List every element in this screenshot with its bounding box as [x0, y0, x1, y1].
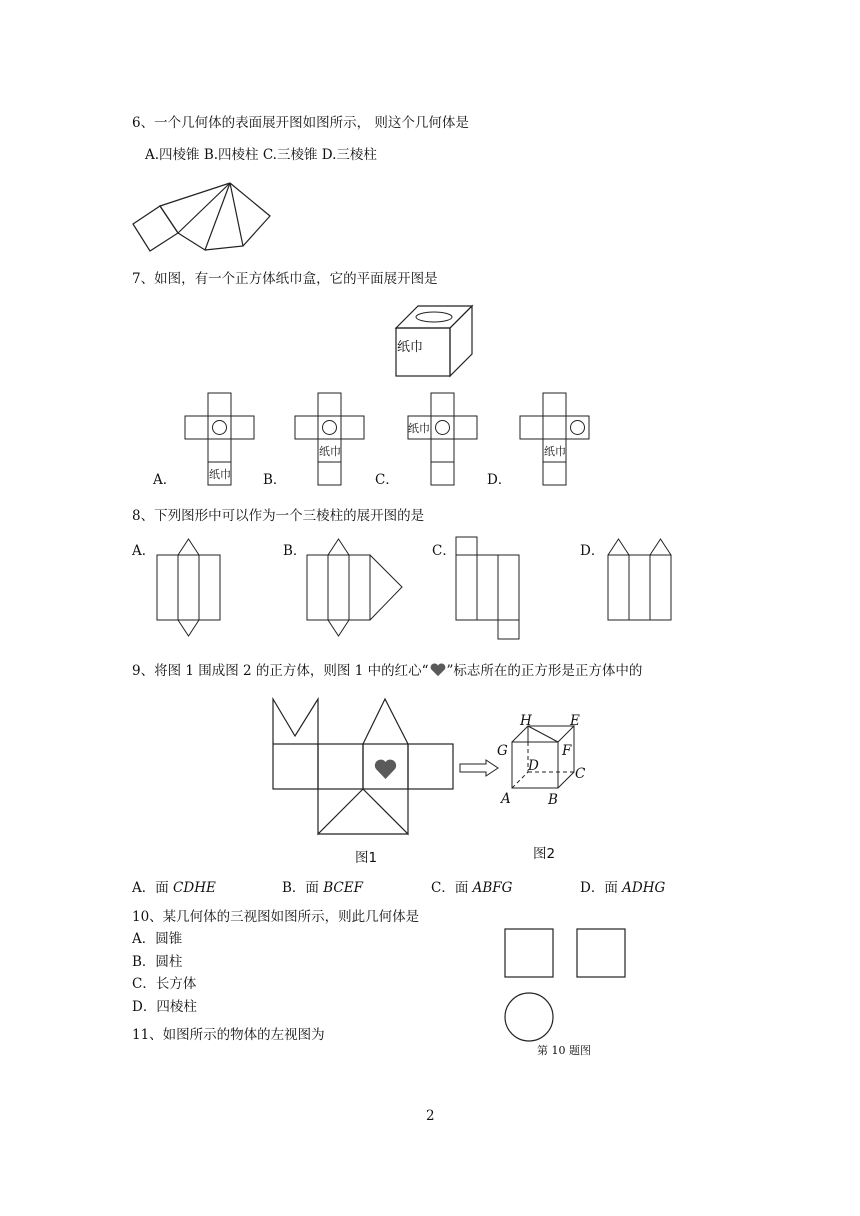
q7-net-d — [520, 393, 589, 485]
q9-option-a — [132, 880, 216, 896]
heart-icon — [429, 663, 447, 677]
q7-box-label: 纸巾 — [397, 340, 424, 355]
q9-fig2-caption: 图2 — [533, 846, 556, 862]
cube-vertex-b: B — [548, 792, 558, 808]
q9-option-d — [580, 880, 665, 896]
q10-option-d: D．四棱柱 — [132, 999, 197, 1015]
cube-vertex-e: E — [570, 713, 580, 729]
q7-net-b — [295, 393, 364, 485]
q8-net-a — [157, 539, 220, 636]
q8-choice-a: A． — [132, 543, 156, 559]
front-view — [505, 929, 553, 977]
arrow-right-icon — [458, 758, 500, 778]
q10-option-a: A．圆锥 — [132, 931, 183, 947]
q9-option-d-prefix: D．面 — [580, 880, 623, 896]
q7-net-c-label: 纸巾 — [408, 422, 430, 435]
top-view — [505, 993, 553, 1041]
q9-option-c-prefix: C．面 — [431, 880, 473, 896]
q11-stem: 11、如图所示的物体的左视图为 — [132, 1027, 325, 1043]
q9-option-d-face: ADHG — [622, 880, 666, 896]
q10-fig-caption: 第 10 题图 — [537, 1044, 591, 1057]
q8-net-c — [456, 537, 519, 639]
q6-stem: 6、一个几何体的表面展开图如图所示， 则这个几何体是 — [132, 115, 469, 131]
q9-option-a-face: CDHE — [173, 880, 216, 896]
q7-net-a-label: 纸巾 — [209, 468, 231, 481]
q6-pyramid-net-figure — [125, 178, 285, 258]
cube-vertex-c: C — [575, 766, 586, 782]
side-view — [577, 929, 625, 977]
q9-option-b-prefix: B．面 — [282, 880, 324, 896]
q8-figures — [150, 535, 690, 645]
q7-choice-c: C． — [375, 472, 399, 488]
q9-option-c — [431, 880, 512, 896]
q9-option-c-face: ABFG — [472, 880, 513, 896]
q9-fig1-net — [270, 696, 460, 841]
q7-stem: 7、如图，有一个正方体纸巾盒，它的平面展开图是 — [132, 271, 438, 287]
q7-choice-d: D． — [487, 472, 512, 488]
q10-option-b: B．圆柱 — [132, 954, 183, 970]
q8-choice-b: B． — [283, 543, 307, 559]
q10-stem: 10、某几何体的三视图如图所示，则此几何体是 — [132, 909, 420, 925]
q8-stem: 8、下列图形中可以作为一个三棱柱的展开图的是 — [132, 508, 425, 524]
q7-choice-b: B． — [263, 472, 287, 488]
page-number: 2 — [426, 1108, 435, 1124]
q7-nets — [180, 390, 620, 490]
q6-options: A.四棱锥 B.四棱柱 C.三棱锥 D.三棱柱 — [145, 147, 377, 163]
q9-option-b — [282, 880, 363, 896]
q7-net-c — [408, 393, 477, 485]
cube-vertex-g: G — [497, 743, 508, 759]
q8-net-b — [307, 539, 402, 636]
heart-icon — [375, 760, 396, 779]
cube-vertex-d: D — [528, 758, 539, 774]
q7-net-d-label: 纸巾 — [544, 445, 566, 458]
q7-choice-a: A． — [153, 472, 177, 488]
q10-option-c: C．长方体 — [132, 976, 197, 992]
cube-vertex-a: A — [501, 791, 511, 807]
q7-net-b-label: 纸巾 — [319, 445, 341, 458]
cube-vertex-f: F — [562, 743, 572, 759]
q8-choice-d: D． — [580, 543, 605, 559]
cube-vertex-h: H — [520, 713, 532, 729]
q9-option-b-face: BCEF — [323, 880, 363, 896]
q8-net-d — [608, 539, 671, 620]
q10-three-views — [500, 925, 630, 1045]
q9-stem-start: 9、将图 1 围成图 2 的正方体，则图 1 中的红心“ — [132, 663, 429, 679]
q8-choice-c: C． — [432, 543, 456, 559]
q9-stem-end: ”标志所在的正方形是正方体中的 — [446, 663, 643, 679]
q9-option-a-prefix: A．面 — [132, 880, 174, 896]
q9-stem — [132, 663, 642, 679]
q9-fig1-caption: 图1 — [355, 850, 378, 866]
